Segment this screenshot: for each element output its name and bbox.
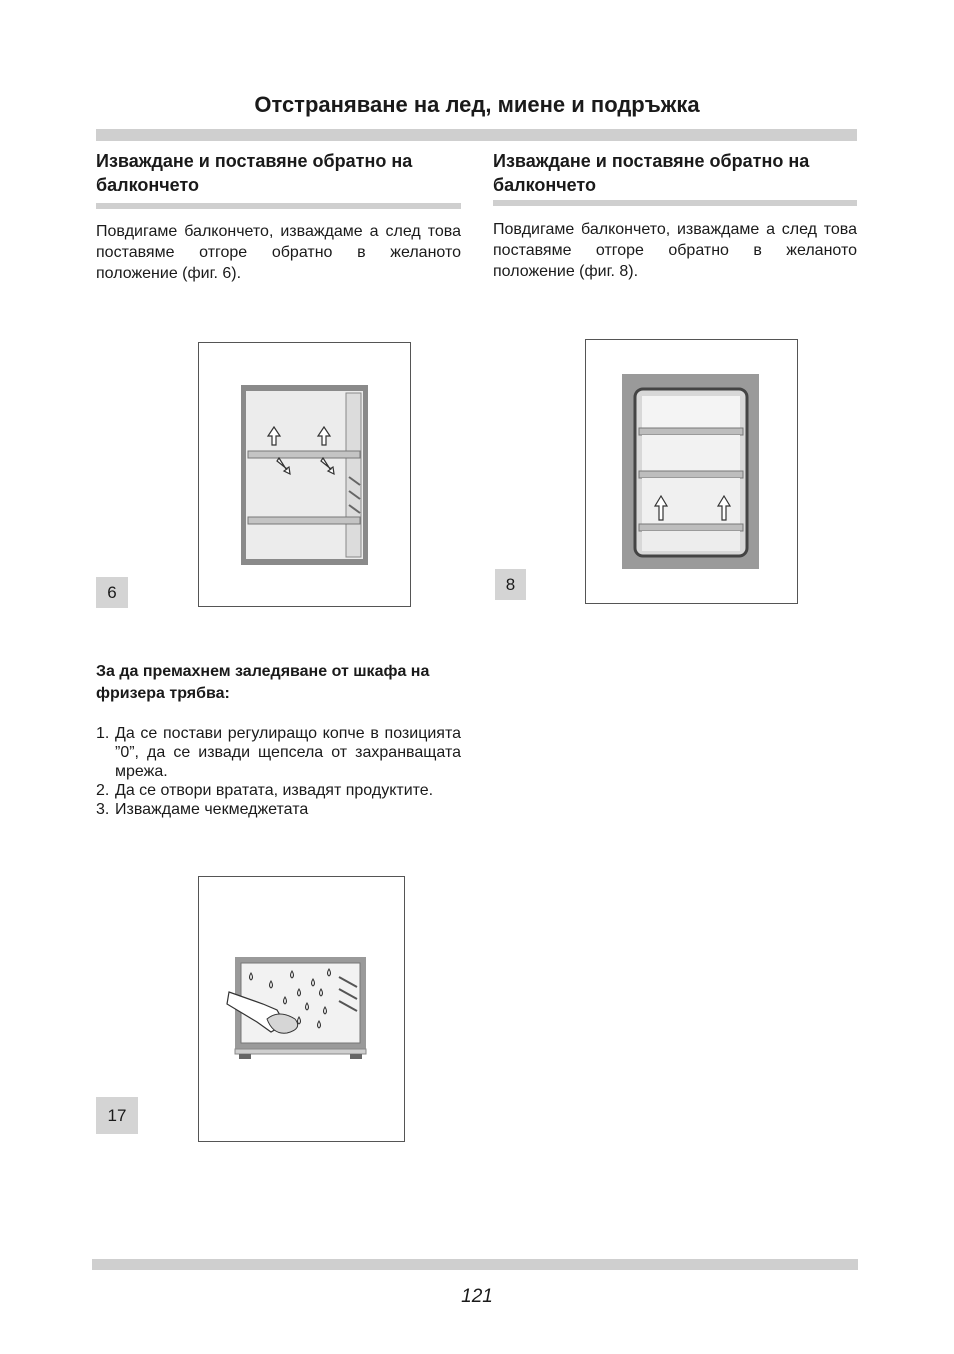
page-title: Отстраняване на лед, миене и подръжка [254, 92, 700, 117]
figure-8-label: 8 [495, 569, 526, 600]
figure-8 [585, 339, 798, 604]
list-item: 3. Изваждаме чекмеджетата [96, 801, 309, 818]
list-item: 2. Да се отвори вратата, извадят продуктите. [96, 782, 434, 799]
right-section-text: Повдигаме балкончето, изваждаме а след това поставяме отгоре обратно в желаното положение (фиг. 8). [493, 221, 857, 280]
defrost-heading: За да премахнем заледяване от шкафа на фризера трябва: [96, 663, 430, 702]
right-heading-divider [493, 200, 857, 206]
figure-6-label: 6 [96, 577, 128, 608]
list-item: 1. Да се постави регулиращо копче в позицията ”0”, да се извади щепсела от захранващата мрежа. [96, 725, 461, 780]
figure-6 [198, 342, 411, 607]
left-section-heading: Изваждане и поставяне обратно на балкончето [96, 151, 413, 195]
defrost-cleaning-illustration [199, 877, 404, 1141]
footer-divider [92, 1259, 858, 1270]
left-section-text: Повдигаме балкончето, изваждаме а след това поставяме отгоре обратно в желаното положение (фиг. 6). [96, 223, 461, 282]
figure-17-label: 17 [96, 1097, 138, 1134]
freezer-shelves-illustration [586, 340, 797, 603]
page-number: 121 [461, 1286, 493, 1307]
right-section-heading: Изваждане и поставяне обратно на балкончето [493, 151, 810, 195]
figure-17 [198, 876, 405, 1142]
defrost-steps [96, 724, 461, 819]
fridge-shelves-illustration [199, 343, 410, 606]
left-heading-divider [96, 203, 461, 209]
title-divider [96, 129, 857, 141]
